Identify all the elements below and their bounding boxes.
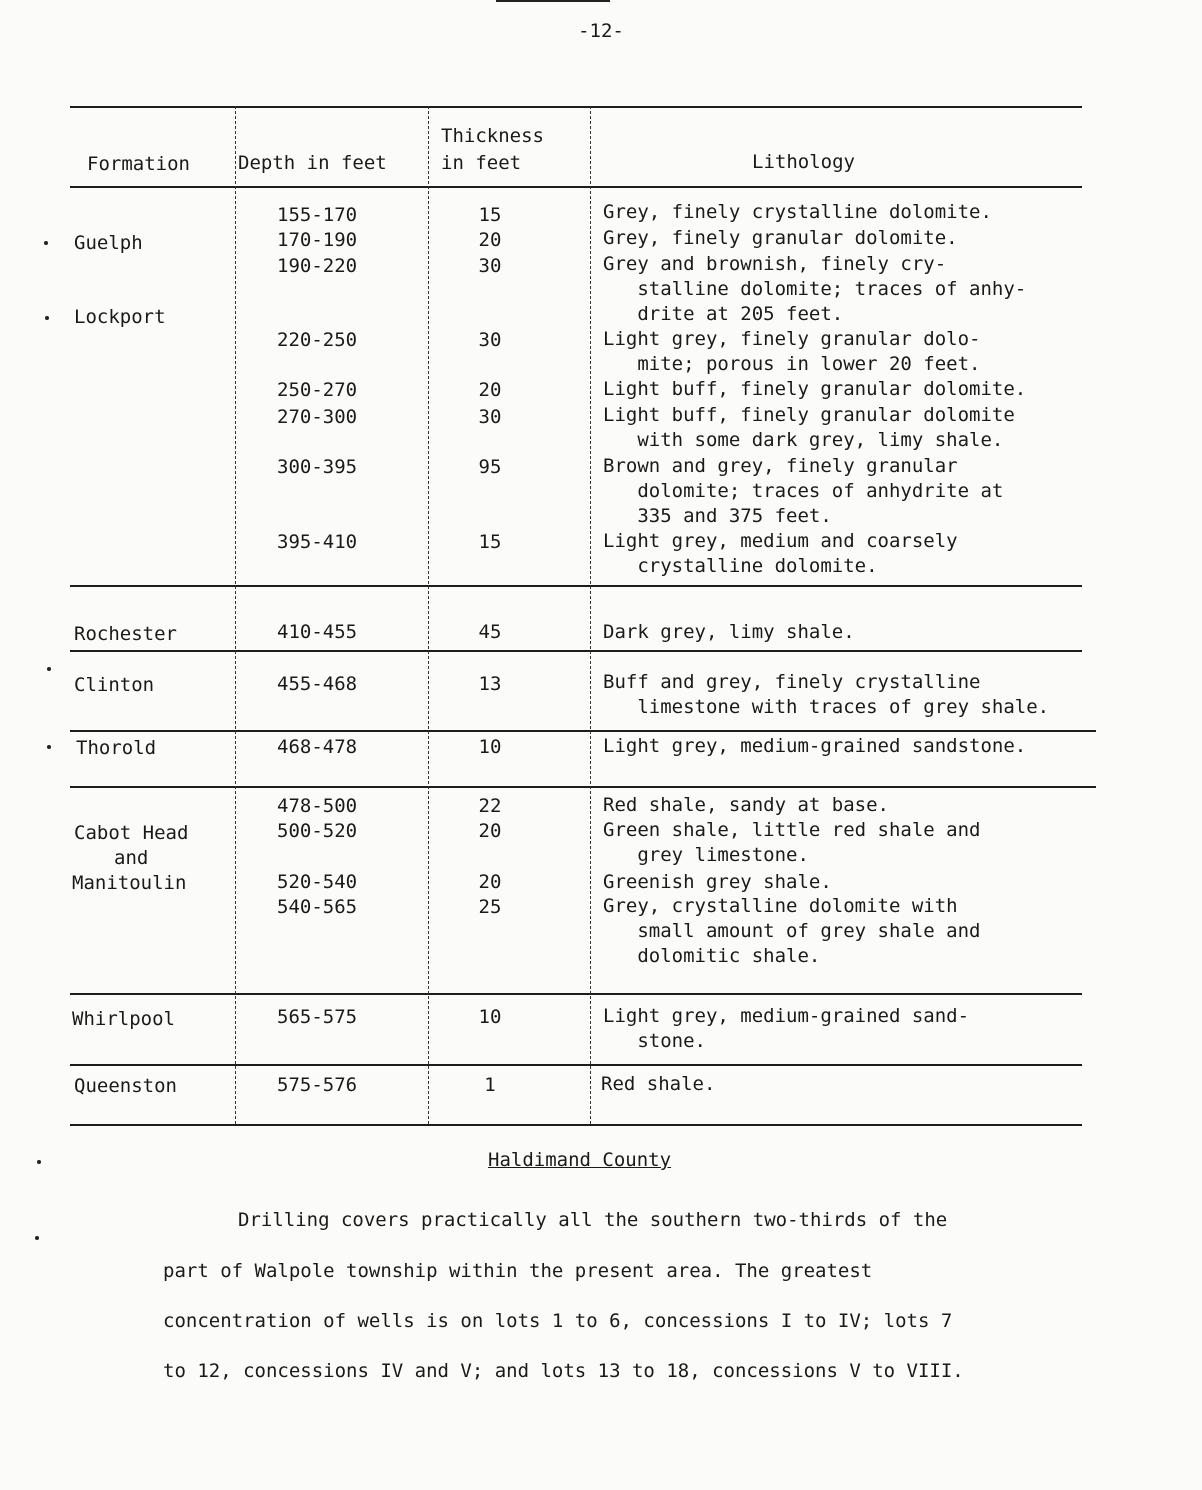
formation-name: Thorold	[76, 737, 157, 759]
formation-name: Cabot Head	[74, 822, 189, 844]
lithology-cell: Grey, finely granular dolomite.	[603, 227, 958, 249]
formation-name: Queenston	[74, 1075, 177, 1097]
formation-name: Clinton	[74, 674, 155, 696]
depth-cell: 300-395	[277, 456, 358, 478]
table-rule-group	[70, 1064, 1082, 1066]
lithology-cell: Light grey, medium and coarsely crystalline dolomite.	[603, 530, 958, 577]
formation-name: Lockport	[74, 306, 166, 328]
header-thickness-line1: Thickness	[441, 125, 544, 147]
depth-cell: 565-575	[277, 1006, 358, 1028]
depth-cell: 220-250	[277, 329, 358, 351]
paragraph-line: concentration of wells is on lots 1 to 6, concessions I to IV; lots 7	[163, 1310, 953, 1332]
formation-name: and	[114, 847, 149, 869]
depth-cell: 575-576	[277, 1074, 358, 1096]
thickness-cell: 10	[478, 736, 502, 758]
depth-cell: 455-468	[277, 673, 358, 695]
section-heading: Haldimand County	[488, 1149, 672, 1171]
thickness-cell: 22	[478, 795, 502, 817]
table-rule-group	[70, 730, 1096, 732]
thickness-cell: 20	[478, 871, 502, 893]
thickness-cell: 15	[478, 204, 502, 226]
thickness-cell: 15	[478, 531, 502, 553]
depth-cell: 540-565	[277, 896, 358, 918]
lithology-cell: Light buff, finely granular dolomite.	[603, 378, 1027, 400]
margin-mark	[35, 1236, 39, 1240]
paragraph-line: part of Walpole township within the present area. The greatest	[163, 1260, 873, 1282]
depth-cell: 250-270	[277, 379, 358, 401]
lithology-cell: Light grey, finely granular dolo- mite; porous in lower 20 feet.	[603, 328, 981, 375]
lithology-cell: Light buff, finely granular dolomite with some dark grey, limy shale.	[603, 404, 1015, 451]
thickness-cell: 30	[478, 255, 502, 277]
depth-cell: 478-500	[277, 795, 358, 817]
thickness-cell: 25	[478, 896, 502, 918]
paragraph-line: Drilling covers practically all the southern two-thirds of the	[238, 1209, 948, 1231]
table-rule-header	[70, 186, 1082, 188]
header-formation: Formation	[87, 153, 190, 175]
formation-name: Manitoulin	[72, 872, 187, 894]
depth-cell: 170-190	[277, 229, 358, 251]
column-divider	[235, 106, 236, 1124]
margin-mark	[45, 316, 49, 320]
margin-mark	[47, 745, 51, 749]
depth-cell: 155-170	[277, 204, 358, 226]
thickness-cell: 13	[478, 673, 502, 695]
lithology-cell: Light grey, medium-grained sandstone.	[603, 735, 1027, 757]
thickness-cell: 20	[478, 379, 502, 401]
depth-cell: 520-540	[277, 871, 358, 893]
table-rule-group	[70, 585, 1082, 587]
lithology-cell: Red shale.	[601, 1073, 716, 1095]
depth-cell: 190-220	[277, 255, 358, 277]
lithology-cell: Dark grey, limy shale.	[603, 621, 855, 643]
page-number: -12-	[578, 20, 624, 42]
paragraph-line: to 12, concessions IV and V; and lots 13 to 18, concessions V to VIII.	[163, 1360, 964, 1382]
thickness-cell: 20	[478, 229, 502, 251]
depth-cell: 410-455	[277, 621, 358, 643]
margin-mark	[37, 1160, 41, 1164]
thickness-cell: 30	[478, 406, 502, 428]
thickness-cell: 95	[478, 456, 502, 478]
depth-cell: 468-478	[277, 736, 358, 758]
column-divider	[428, 106, 429, 1124]
margin-mark	[44, 241, 48, 245]
lithology-cell: Buff and grey, finely crystalline limestone with traces of grey shale.	[603, 671, 1050, 718]
lithology-cell: Grey, finely crystalline dolomite.	[603, 201, 992, 223]
header-lithology: Lithology	[752, 151, 855, 173]
header-depth: Depth in feet	[238, 152, 387, 174]
thickness-cell: 10	[478, 1006, 502, 1028]
column-divider	[590, 106, 591, 1124]
thickness-cell: 1	[484, 1074, 496, 1096]
formation-name: Rochester	[74, 623, 177, 645]
formation-name: Whirlpool	[72, 1008, 175, 1030]
lithology-cell: Greenish grey shale.	[603, 871, 832, 893]
lithology-cell: Grey and brownish, finely cry- stalline dolomite; traces of anhy- drite at 205 feet.	[603, 253, 1027, 325]
formation-name: Guelph	[74, 232, 143, 254]
depth-cell: 270-300	[277, 406, 358, 428]
table-rule-group	[70, 993, 1082, 995]
thickness-cell: 20	[478, 820, 502, 842]
lithology-cell: Brown and grey, finely granular dolomite; traces of anhydrite at 335 and 375 feet.	[603, 455, 1004, 527]
lithology-cell: Light grey, medium-grained sand- stone.	[603, 1005, 970, 1052]
thickness-cell: 45	[478, 621, 502, 643]
margin-mark	[47, 667, 51, 671]
table-rule-bottom	[70, 1124, 1082, 1126]
depth-cell: 500-520	[277, 820, 358, 842]
lithology-cell: Red shale, sandy at base.	[603, 794, 889, 816]
lithology-cell: Grey, crystalline dolomite with small amount of grey shale and dolomitic shale.	[603, 895, 981, 967]
table-rule-top	[70, 106, 1082, 108]
table-rule-group	[70, 786, 1096, 788]
header-thickness-line2: in feet	[441, 152, 522, 174]
depth-cell: 395-410	[277, 531, 358, 553]
table-rule-group	[70, 650, 1082, 652]
top-rule	[496, 0, 610, 2]
thickness-cell: 30	[478, 329, 502, 351]
lithology-cell: Green shale, little red shale and grey limestone.	[603, 819, 981, 866]
